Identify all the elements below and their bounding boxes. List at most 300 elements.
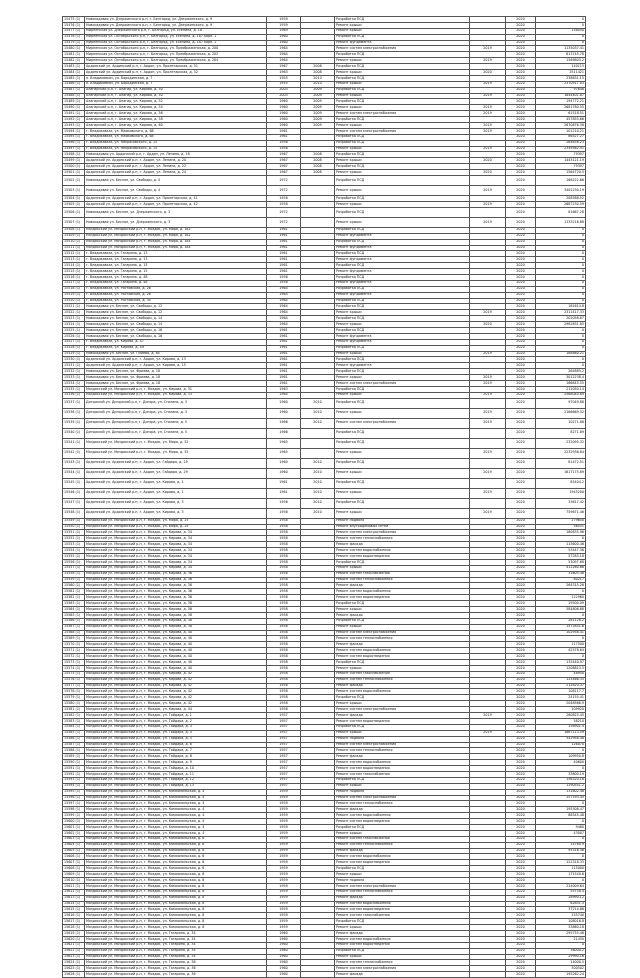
cell-year-built: 1959 bbox=[267, 901, 301, 907]
cell-year: 2020 bbox=[506, 742, 536, 748]
cell-work-type: Ремонт систем водоотведения bbox=[335, 907, 470, 913]
cell-address: Ардонский ул. Ардонский р-н, г. Ардон, ул. Гайдара, д. 29 bbox=[85, 468, 267, 478]
cell-year-built: 1966 bbox=[267, 418, 301, 428]
cell-year: 2020 bbox=[506, 239, 536, 245]
cell-cost: 115000 bbox=[536, 866, 586, 872]
cell-work-type: Разработка ПСД bbox=[335, 695, 470, 701]
cell-year-built: 1959 bbox=[267, 819, 301, 825]
cell-address: Моздокский ул. Моздокский р-н, г. Моздок, ул. Кирова, д. 31 bbox=[85, 386, 267, 392]
cell-cost: 56551 bbox=[536, 524, 586, 530]
cell-cost: 342958.48 bbox=[536, 736, 586, 742]
cell-address: Моздокский ул. Моздокский р-н, г. Моздок, ул. Гагарина, д. 36 bbox=[85, 972, 267, 978]
cell-cost: 214009.64 bbox=[536, 883, 586, 889]
cell-year-commissioned: 2010 bbox=[301, 498, 335, 508]
cell-address: Моздокский ул. Моздокский р-н, г. Моздок, ул. Комсомольская, д. 4 bbox=[85, 807, 267, 813]
cell-cost: 0 bbox=[536, 589, 586, 595]
cell-year: 2020 bbox=[506, 111, 536, 117]
cell-id: 15618 (1) bbox=[63, 925, 85, 931]
cell-year: 2020 bbox=[506, 936, 536, 942]
cell-cost: 3012238.4 bbox=[536, 375, 586, 381]
cell-cost: 2370917.03 bbox=[536, 81, 586, 87]
cell-address: Моздокский ул. Моздокский р-н, г. Моздок, ул. Кирова, д. 40 bbox=[85, 648, 267, 654]
cell-work-type: Ремонт крыши bbox=[335, 186, 470, 196]
cell-year-built: 1967 bbox=[267, 164, 301, 170]
cell-year-built: 1958 bbox=[267, 660, 301, 666]
cell-cost: 0 bbox=[536, 34, 586, 40]
cell-work-type: Ремонт фасада bbox=[335, 895, 470, 901]
cell-year-commissioned bbox=[301, 176, 335, 186]
cell-work-type: Ремонт крыши bbox=[335, 310, 470, 316]
cell-address: Моздокский ул. Моздокский р-н, г. Моздок, ул. Кирова, д. 44 bbox=[85, 707, 267, 713]
cell-year-built: 1959 bbox=[267, 22, 301, 28]
cell-cost: 295755.46 bbox=[536, 931, 586, 937]
cell-plan-year: 2019 bbox=[470, 81, 506, 87]
cell-year: 2020 bbox=[506, 345, 536, 351]
cell-year: 2020 bbox=[506, 689, 536, 695]
cell-address: Моздокский ул. Моздокский р-н, г. Моздок, ул. Кирова, д. 36 bbox=[85, 577, 267, 583]
cell-cost: 9480 bbox=[536, 824, 586, 830]
cell-id: 15560 (1) bbox=[63, 583, 85, 589]
cell-id: 15624 (1) bbox=[63, 960, 85, 966]
cell-id: 15487 (1) bbox=[63, 87, 85, 93]
cell-work-type: Разработка ПСД bbox=[335, 369, 470, 375]
cell-year-built: 1959 bbox=[267, 860, 301, 866]
cell-year-commissioned: 2010 bbox=[301, 418, 335, 428]
cell-id: 15617 (1) bbox=[63, 919, 85, 925]
cell-address: г. Владикавказ, ул. Ростовская, д. 26 bbox=[85, 292, 267, 298]
cell-cost: 79397 bbox=[536, 164, 586, 170]
cell-id: 15623 (1) bbox=[63, 954, 85, 960]
cell-year: 2020 bbox=[506, 251, 536, 257]
cell-cost: 2311417.33 bbox=[536, 310, 586, 316]
cell-work-type: Ремонт систем водоотведения bbox=[335, 595, 470, 601]
cell-address: Моздокский ул. Моздокский р-н, г. Моздок, ул. Гагарина, д. 34 bbox=[85, 931, 267, 937]
cell-work-type: Ремонт фасада bbox=[335, 642, 470, 648]
cell-year-built: 1959 bbox=[267, 866, 301, 872]
cell-cost: 122960 bbox=[536, 595, 586, 601]
cell-year-built: 1969 bbox=[267, 28, 301, 34]
cell-year: 2020 bbox=[506, 577, 536, 583]
cell-year: 2020 bbox=[506, 707, 536, 713]
cell-cost: 195308.47 bbox=[536, 807, 586, 813]
cell-address: Моздокский ул. Моздокский р-н, г. Моздок, ул. Кирова, д. 34 bbox=[85, 536, 267, 542]
cell-address: Моздокский ул. Моздокский р-н, г. Моздок, ул. Кирова, д. 40 bbox=[85, 642, 267, 648]
cell-id: 15541 (1) bbox=[63, 438, 85, 448]
cell-cost: 53447.36 bbox=[536, 548, 586, 554]
cell-year: 2020 bbox=[506, 931, 536, 937]
cell-id: 15494 (1) bbox=[63, 128, 85, 134]
cell-year-built: 1960 bbox=[267, 948, 301, 954]
cell-address: Моздокский ул. Моздокский р-н, г. Моздок, ул. Гайдара, д. 5 bbox=[85, 736, 267, 742]
cell-year: 2020 bbox=[506, 877, 536, 883]
cell-year-built: 1959 bbox=[267, 872, 301, 878]
cell-year-built: 1957 bbox=[267, 724, 301, 730]
cell-year: 2020 bbox=[506, 408, 536, 418]
cell-address: Ардонский ул. Ардонский р-н, г. Ардон, ул. Ленина, д. 20 bbox=[85, 158, 267, 164]
cell-address: Моздокский ул. Моздокский р-н, г. Моздок, ул. Кирова, д. 34 bbox=[85, 554, 267, 560]
cell-year-built: 1960 bbox=[267, 942, 301, 948]
cell-cost: 0 bbox=[536, 942, 586, 948]
cell-work-type: Ремонт крыши bbox=[335, 146, 470, 152]
cell-year-built: 1958 bbox=[267, 530, 301, 536]
cell-id: 15511 (1) bbox=[63, 245, 85, 251]
cell-year: 2020 bbox=[506, 901, 536, 907]
cell-year: 2020 bbox=[506, 263, 536, 269]
cell-id: 15568 (1) bbox=[63, 630, 85, 636]
cell-id: 15479 (1) bbox=[63, 40, 85, 46]
cell-address: Новосадовая ул. Ардонский р-н, г. Ардон, ул. Ленина, д. 18 bbox=[85, 152, 267, 158]
cell-work-type: Ремонт систем электроснабжения bbox=[335, 380, 470, 386]
cell-year-commissioned: 2008 bbox=[301, 170, 335, 176]
cell-year: 2020 bbox=[506, 889, 536, 895]
cell-year-commissioned: 2009 bbox=[301, 123, 335, 129]
cell-work-type: Ремонт крыши bbox=[335, 607, 470, 613]
cell-work-type: Разработка ПСД bbox=[335, 286, 470, 292]
cell-cost: 1472851.6 bbox=[536, 624, 586, 630]
cell-cost: 0 bbox=[536, 636, 586, 642]
cell-address: г. Владикавказ, ул. Маяковского, д. 68 bbox=[85, 128, 267, 134]
cell-year: 2020 bbox=[506, 701, 536, 707]
cell-year: 2020 bbox=[506, 554, 536, 560]
cell-year-built: 1957 bbox=[267, 766, 301, 772]
cell-address: Моздокский ул. Моздокский р-н, г. Моздок, ул. Кирова, д. 36 bbox=[85, 595, 267, 601]
cell-work-type: Ремонт крыши bbox=[335, 170, 470, 176]
cell-work-type: Ремонт крыши bbox=[335, 351, 470, 357]
cell-address: Моздокский ул. Моздокский р-н, г. Моздок, ул. Комсомольская, д. 6 bbox=[85, 860, 267, 866]
cell-id: 15587 (1) bbox=[63, 742, 85, 748]
cell-id: 15522 (1) bbox=[63, 310, 85, 316]
cell-cost: 0 bbox=[536, 227, 586, 233]
table-row bbox=[63, 508, 586, 518]
cell-cost: 48950 bbox=[536, 671, 586, 677]
cell-work-type: Ремонт крыши bbox=[335, 665, 470, 671]
cell-year: 2020 bbox=[506, 677, 536, 683]
cell-cost: 194772.21 bbox=[536, 99, 586, 105]
cell-year: 2020 bbox=[506, 683, 536, 689]
cell-plan-year: 2019 bbox=[470, 375, 506, 381]
cell-id: 15614 (1) bbox=[63, 901, 85, 907]
cell-work-type: Ремонт крыши bbox=[335, 830, 470, 836]
cell-id: 15496 (1) bbox=[63, 140, 85, 146]
cell-cost: 1443121.19 bbox=[536, 158, 586, 164]
cell-id: 15577 (1) bbox=[63, 683, 85, 689]
cell-work-type: Ремонт систем электроснабжения bbox=[335, 418, 470, 428]
cell-address: г. Владикавказ, ул. Некрасовского, д. 15 bbox=[85, 146, 267, 152]
cell-cost: 101210.21 bbox=[536, 128, 586, 134]
cell-address: Новосадовая ул. Беслан, ул. Свободы, д. 14 bbox=[85, 316, 267, 322]
cell-id: 15593 (1) bbox=[63, 777, 85, 783]
cell-work-type: Ремонт крыши bbox=[335, 872, 470, 878]
cell-id: 15584 (1) bbox=[63, 724, 85, 730]
cell-address: Моздокский ул. Моздокский р-н, г. Моздок, ул. Кирова, д. 34 bbox=[85, 530, 267, 536]
cell-cost: 8271.89 bbox=[536, 428, 586, 438]
cell-year: 2020 bbox=[506, 298, 536, 304]
cell-address: г. Владикавказ, ул. Некрасовского, д. 15 bbox=[85, 140, 267, 146]
cell-year-built: 1966 bbox=[267, 428, 301, 438]
cell-id: 15488 (1) bbox=[63, 93, 85, 99]
cell-id: 15512 (1) bbox=[63, 251, 85, 257]
cell-address: Моздокский ул. Моздокский р-н, г. Моздок, ул. Мира, д. 184 bbox=[85, 239, 267, 245]
cell-year-built: 1960 bbox=[267, 117, 301, 123]
cell-address: Мирненская ул. Октябрьского р-н, г. Белгород, ул. Преображенская, д. 204 bbox=[85, 58, 267, 64]
cell-year: 2020 bbox=[506, 795, 536, 801]
table-row bbox=[63, 488, 586, 498]
cell-address: Новосадовая ул. Беслан, ул. Свободы, д. 16 bbox=[85, 333, 267, 339]
cell-year-built: 1957 bbox=[267, 777, 301, 783]
cell-address: Моздокский ул. Моздокский р-н, г. Моздок, ул. Комсомольская, д. 6 bbox=[85, 854, 267, 860]
cell-year-built: 1959 bbox=[267, 883, 301, 889]
cell-year: 2020 bbox=[506, 612, 536, 618]
cell-id: 15608 (1) bbox=[63, 866, 85, 872]
cell-cost: 0 bbox=[536, 245, 586, 251]
cell-work-type: Ремонт крыши bbox=[335, 28, 470, 34]
cell-cost: 40600 bbox=[536, 760, 586, 766]
cell-cost: 0 bbox=[536, 339, 586, 345]
cell-year: 2020 bbox=[506, 960, 536, 966]
cell-year: 2020 bbox=[506, 257, 536, 263]
cell-work-type: Ремонт систем газоснабжения bbox=[335, 913, 470, 919]
cell-year: 2020 bbox=[506, 201, 536, 207]
cell-cost: 85404.2 bbox=[536, 478, 586, 488]
cell-year-built: 1956 bbox=[267, 140, 301, 146]
cell-plan-year bbox=[470, 428, 506, 438]
cell-id: 15601 (1) bbox=[63, 824, 85, 830]
cell-work-type: Разработка ПСД bbox=[335, 357, 470, 363]
cell-cost: 202058.87 bbox=[536, 316, 586, 322]
cell-year: 2020 bbox=[506, 134, 536, 140]
cell-year: 2020 bbox=[506, 671, 536, 677]
cell-id: 15572 (1) bbox=[63, 654, 85, 660]
cell-year: 2020 bbox=[506, 508, 536, 518]
cell-cost: 55750.4 bbox=[536, 889, 586, 895]
table-row bbox=[63, 207, 586, 217]
cell-cost: 125466.35 bbox=[536, 677, 586, 683]
cell-plan-year bbox=[470, 398, 506, 408]
cell-year: 2020 bbox=[506, 559, 536, 565]
cell-address: Моздокский ул. Моздокский р-н, г. Моздок, ул. Комсомольская, д. 8 bbox=[85, 919, 267, 925]
cell-id: 15616 (1) bbox=[63, 913, 85, 919]
cell-year: 2020 bbox=[506, 919, 536, 925]
cell-work-type: Ремонт подвала bbox=[335, 877, 470, 883]
cell-year-built: 1958 bbox=[267, 695, 301, 701]
cell-year-built: 1959 bbox=[267, 830, 301, 836]
cell-work-type: Разработка ПСД bbox=[335, 478, 470, 488]
cell-id: 15542 (1) bbox=[63, 448, 85, 458]
cell-year: 2020 bbox=[506, 123, 536, 129]
cell-work-type: Ремонт систем теплоснабжения bbox=[335, 801, 470, 807]
cell-year-built: 1972 bbox=[267, 186, 301, 196]
cell-year-built: 1957 bbox=[267, 730, 301, 736]
cell-year-built: 1959 bbox=[267, 17, 301, 23]
cell-year: 2020 bbox=[506, 571, 536, 577]
cell-year-commissioned: 2010 bbox=[301, 75, 335, 81]
cell-year-built: 1959 bbox=[267, 836, 301, 842]
cell-address: г. Владикавказ, ул. Гагарина, д. 13 bbox=[85, 251, 267, 257]
cell-work-type: Ремонт систем электроснабжения bbox=[335, 966, 470, 972]
cell-year-built: 1961 bbox=[267, 375, 301, 381]
cell-address: Моздокский ул. Моздокский р-н, г. Моздок, ул. Кирова, д. 40 bbox=[85, 665, 267, 671]
cell-cost: 0 bbox=[536, 345, 586, 351]
cell-address: Ардонский ул. Ардонский р-н, г. Ардон, ул. Кирова, д. 13 bbox=[85, 357, 267, 363]
cell-year-built: 1961 bbox=[267, 380, 301, 386]
cell-work-type: Разработка ПСД bbox=[335, 87, 470, 93]
cell-year: 2020 bbox=[506, 140, 536, 146]
cell-address: Моздокский ул. Моздокский р-н, г. Моздок, ул. Кирова, д. 34 bbox=[85, 565, 267, 571]
cell-year: 2020 bbox=[506, 75, 536, 81]
cell-year: 2020 bbox=[506, 783, 536, 789]
cell-work-type: Ремонт крыши bbox=[335, 925, 470, 931]
cell-cost: 0 bbox=[536, 257, 586, 263]
cell-plan-year: 2019 bbox=[470, 186, 506, 196]
cell-year: 2020 bbox=[506, 392, 536, 398]
cell-work-type: Разработка ПСД bbox=[335, 52, 470, 58]
cell-id: 15527 (1) bbox=[63, 339, 85, 345]
cell-address: Моздокский ул. Моздокский р-н, г. Моздок, ул. Кирова, д. 40 bbox=[85, 636, 267, 642]
cell-address: Моздокский ул. Моздокский р-н, г. Моздок, ул. Гагарина, д. 36 bbox=[85, 966, 267, 972]
cell-id: 15621 (1) bbox=[63, 942, 85, 948]
cell-work-type: Ремонт фундамента bbox=[335, 339, 470, 345]
cell-cost: 109950.8 bbox=[536, 754, 586, 760]
cell-cost: 0 bbox=[536, 333, 586, 339]
cell-work-type: Ремонт крыши bbox=[335, 158, 470, 164]
cell-year-built: 1960 bbox=[267, 972, 301, 978]
cell-id: 15515 (1) bbox=[63, 269, 85, 275]
cell-work-type: Разработка ПСД bbox=[335, 724, 470, 730]
cell-address: Алагирский р-н, г. Алагир, ул. Кирова, д. 52 bbox=[85, 99, 267, 105]
cell-year-built: 1956 bbox=[267, 274, 301, 280]
cell-year-built: 1961 bbox=[267, 478, 301, 488]
cell-address: Моздокский ул. Моздокский р-н, г. Моздок, ул. Мира, д. 25 bbox=[85, 524, 267, 530]
cell-cost: 14000.5 bbox=[536, 960, 586, 966]
cell-plan-year: 2019 bbox=[470, 111, 506, 117]
cell-work-type: Ремонт внутридомовых сетей bbox=[335, 524, 470, 530]
cell-year: 2020 bbox=[506, 488, 536, 498]
cell-year: 2020 bbox=[506, 754, 536, 760]
cell-year: 2020 bbox=[506, 40, 536, 46]
cell-year: 2020 bbox=[506, 548, 536, 554]
cell-year-built: 1961 bbox=[267, 233, 301, 239]
cell-address: Ардонский ул. Ардонский р-н, г. Ардон, ул. Кирова, д. 15 bbox=[85, 363, 267, 369]
cell-year-commissioned: 2009 bbox=[301, 105, 335, 111]
cell-year: 2020 bbox=[506, 654, 536, 660]
cell-id: 15531 (1) bbox=[63, 363, 85, 369]
cell-plan-year: 2019 bbox=[470, 217, 506, 227]
cell-address: Мирненская ул. Октябрьского р-н, г. Белгород, ул. Преображенская, д. 202 bbox=[85, 52, 267, 58]
cell-cost: 109920 bbox=[536, 707, 586, 713]
cell-id: 15605 (1) bbox=[63, 848, 85, 854]
cell-id: 15535 (1) bbox=[63, 386, 85, 392]
cell-year-built: 1956 bbox=[267, 508, 301, 518]
cell-year: 2020 bbox=[506, 380, 536, 386]
cell-year-built: 1957 bbox=[267, 713, 301, 719]
cell-plan-year: 2019 bbox=[470, 58, 506, 64]
cell-work-type: Ремонт систем газоснабжения bbox=[335, 836, 470, 842]
cell-year-built: 1958 bbox=[267, 677, 301, 683]
cell-year-built: 1958 bbox=[267, 624, 301, 630]
cell-work-type: Разработка ПСД bbox=[335, 304, 470, 310]
cell-address: Моздокский ул. Моздокский р-н, г. Моздок, ул. Гагарина, д. 34 bbox=[85, 954, 267, 960]
cell-year-built: 1961 bbox=[267, 245, 301, 251]
cell-year-built: 1964 bbox=[267, 322, 301, 328]
cell-year: 2020 bbox=[506, 789, 536, 795]
cell-id: 15526 (1) bbox=[63, 333, 85, 339]
cell-address: Дигорский ул. Дигорский р-н, г. Дигора, ул. Сталина, д. 3 bbox=[85, 398, 267, 408]
cell-work-type: Ремонт фасада bbox=[335, 683, 470, 689]
cell-cost: 1617175.89 bbox=[536, 468, 586, 478]
cell-year-built: 1957 bbox=[267, 754, 301, 760]
cell-year-built: 1959 bbox=[267, 842, 301, 848]
cell-cost: 155740 bbox=[536, 913, 586, 919]
table-row bbox=[63, 448, 586, 458]
cell-work-type: Ремонт крыши bbox=[335, 105, 470, 111]
cell-id: 15580 (1) bbox=[63, 701, 85, 707]
cell-id: 15578 (1) bbox=[63, 689, 85, 695]
cell-year-built: 1960 bbox=[267, 105, 301, 111]
table-row bbox=[63, 438, 586, 448]
cell-id: 15492 (1) bbox=[63, 117, 85, 123]
cell-cost: 2982831.85 bbox=[536, 322, 586, 328]
cell-year: 2020 bbox=[506, 518, 536, 524]
cell-id: 15590 (1) bbox=[63, 760, 85, 766]
cell-id: 15553 (1) bbox=[63, 542, 85, 548]
cell-year-built: 1967 bbox=[267, 158, 301, 164]
cell-year-built: 1960 bbox=[267, 931, 301, 937]
cell-cost: 58210 bbox=[536, 718, 586, 724]
cell-year: 2020 bbox=[506, 363, 536, 369]
table-row bbox=[63, 478, 586, 488]
cell-year-commissioned: 2009 bbox=[301, 93, 335, 99]
cell-year-built: 1960 bbox=[267, 954, 301, 960]
cell-id: 15619 (1) bbox=[63, 931, 85, 937]
cell-year: 2020 bbox=[506, 196, 536, 202]
cell-address: Моздокский ул. Моздокский р-н, г. Моздок, ул. Кирова, д. 42 bbox=[85, 677, 267, 683]
cell-work-type: Ремонт фасада bbox=[335, 583, 470, 589]
cell-id: 15480 (1) bbox=[63, 46, 85, 52]
cell-address: Моздокский ул. Моздокский р-н, г. Моздок, ул. Мира, д. 184 bbox=[85, 245, 267, 251]
cell-year: 2020 bbox=[506, 316, 536, 322]
cell-work-type: Разработка ПСД bbox=[335, 140, 470, 146]
cell-year-built: 1960 bbox=[267, 966, 301, 972]
cell-year-built: 1959 bbox=[267, 813, 301, 819]
cell-work-type: Ремонт систем водоотведения bbox=[335, 718, 470, 724]
cell-year-built: 1964 bbox=[267, 310, 301, 316]
cell-address: Мирненская ул. Дзержинского р-н, г. Белгород, ул. Есенина, д. 18 bbox=[85, 28, 267, 34]
cell-year: 2020 bbox=[506, 760, 536, 766]
cell-cost: 584806.88 bbox=[536, 607, 586, 613]
cell-year: 2020 bbox=[506, 292, 536, 298]
cell-plan-year: 2019 bbox=[470, 46, 506, 52]
cell-id: 15561 (1) bbox=[63, 589, 85, 595]
cell-work-type: Ремонт крыши bbox=[335, 93, 470, 99]
cell-cost: 53097.68 bbox=[536, 559, 586, 565]
cell-cost: 80217 bbox=[536, 577, 586, 583]
cell-year: 2020 bbox=[506, 310, 536, 316]
cell-cost: 61518.51 bbox=[536, 111, 586, 117]
cell-year: 2020 bbox=[506, 93, 536, 99]
cell-year: 2020 bbox=[506, 601, 536, 607]
cell-year: 2020 bbox=[506, 286, 536, 292]
cell-address: Новосадовая ул. Дзержинского р-н, г. Белгород, ул. Дзержинского, д. 9 bbox=[85, 22, 267, 28]
cell-year: 2020 bbox=[506, 233, 536, 239]
cell-id: 15556 (1) bbox=[63, 559, 85, 565]
cell-cost: 156320.18 bbox=[536, 777, 586, 783]
cell-cost: 14760.9 bbox=[536, 842, 586, 848]
cell-id: 15477 (1) bbox=[63, 28, 85, 34]
cell-year-built: 1959 bbox=[267, 789, 301, 795]
cell-address: г. Владикавказ, ул. Маяковского, д. 68 bbox=[85, 134, 267, 140]
cell-id: 15501 (1) bbox=[63, 170, 85, 176]
cell-id: 15585 (1) bbox=[63, 730, 85, 736]
